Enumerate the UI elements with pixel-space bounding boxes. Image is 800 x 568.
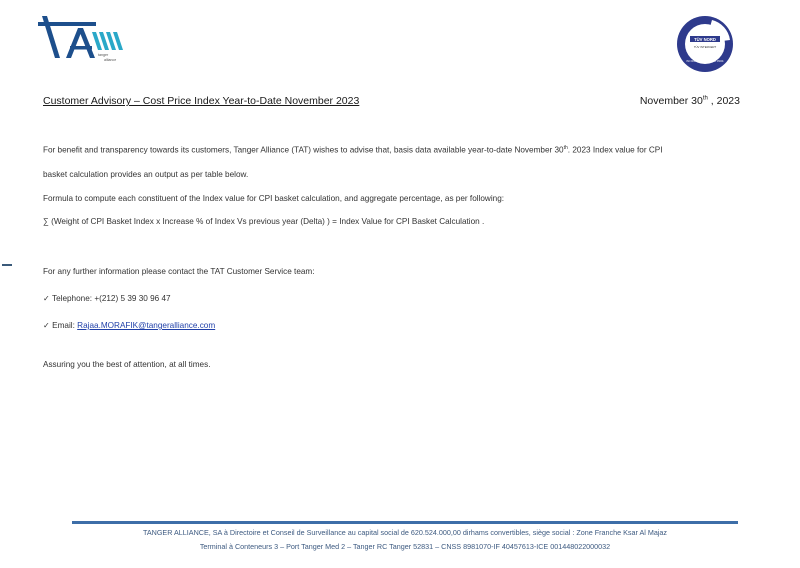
svg-text:ISO 9001 · ISO 14001 · ISO 450: ISO 9001 · ISO 14001 · ISO 45001	[686, 60, 724, 63]
email-link[interactable]: Rajaa.MORAFIK@tangeralliance.com	[77, 321, 216, 330]
tuv-nord-logo	[672, 14, 738, 74]
intro-paragraph-line1: For benefit and transparency towards its customers, Tanger Alliance (TAT) wishes to advise that, basis data available year-to-date November 30th. 2023 Index value for CPI	[43, 145, 663, 155]
formula: ∑ (Weight of CPI Basket Index x Increase % of Index Vs previous year (Delta) ) = Index Value for CPI Basket Calculation .	[43, 217, 485, 226]
svg-text:alliance: alliance	[104, 58, 117, 62]
contact-intro: For any further information please contact the TAT Customer Service team:	[43, 267, 315, 276]
formula-intro: Formula to compute each constituent of the Index value for CPI basket calculation, and aggregate percentage, as per following:	[43, 194, 505, 203]
footer-line-1: TANGER ALLIANCE, SA à Directoire et Conseil de Surveillance au capital social de 620.524.000,00 dirhams convertibles, siège social : Zone Franche Ksar Al Majaz	[142, 528, 668, 537]
certification-seal-icon	[672, 14, 738, 74]
footer-divider	[72, 521, 738, 524]
closing-line: Assuring you the best of attention, at all times.	[43, 360, 211, 369]
margin-dash-mark	[2, 264, 12, 266]
email-line: ✓ Email: Rajaa.MORAFIK@tangeralliance.com	[43, 321, 216, 330]
footer-line-2: Terminal à Conteneurs 3 – Port Tanger Med 2 – Tanger RC Tanger 52831 – CNSS 8981070-IF 40457613-ICE 001448022000032	[199, 542, 611, 551]
intro-paragraph-line2: basket calculation provides an output as per table below.	[43, 170, 249, 179]
document-date: November 30th , 2023	[639, 95, 740, 107]
telephone-line: ✓ Telephone: +(212) 5 39 30 96 47	[43, 294, 171, 303]
document-title: Customer Advisory – Cost Price Index Year-to-Date November 2023	[43, 95, 360, 107]
svg-text:TÜV NORD: TÜV NORD	[694, 36, 716, 42]
svg-text:tanger: tanger	[98, 53, 109, 57]
tat-logo	[38, 14, 138, 64]
svg-text:TÜV INTERCERT: TÜV INTERCERT	[693, 45, 717, 49]
tat-logo-icon	[38, 14, 138, 64]
